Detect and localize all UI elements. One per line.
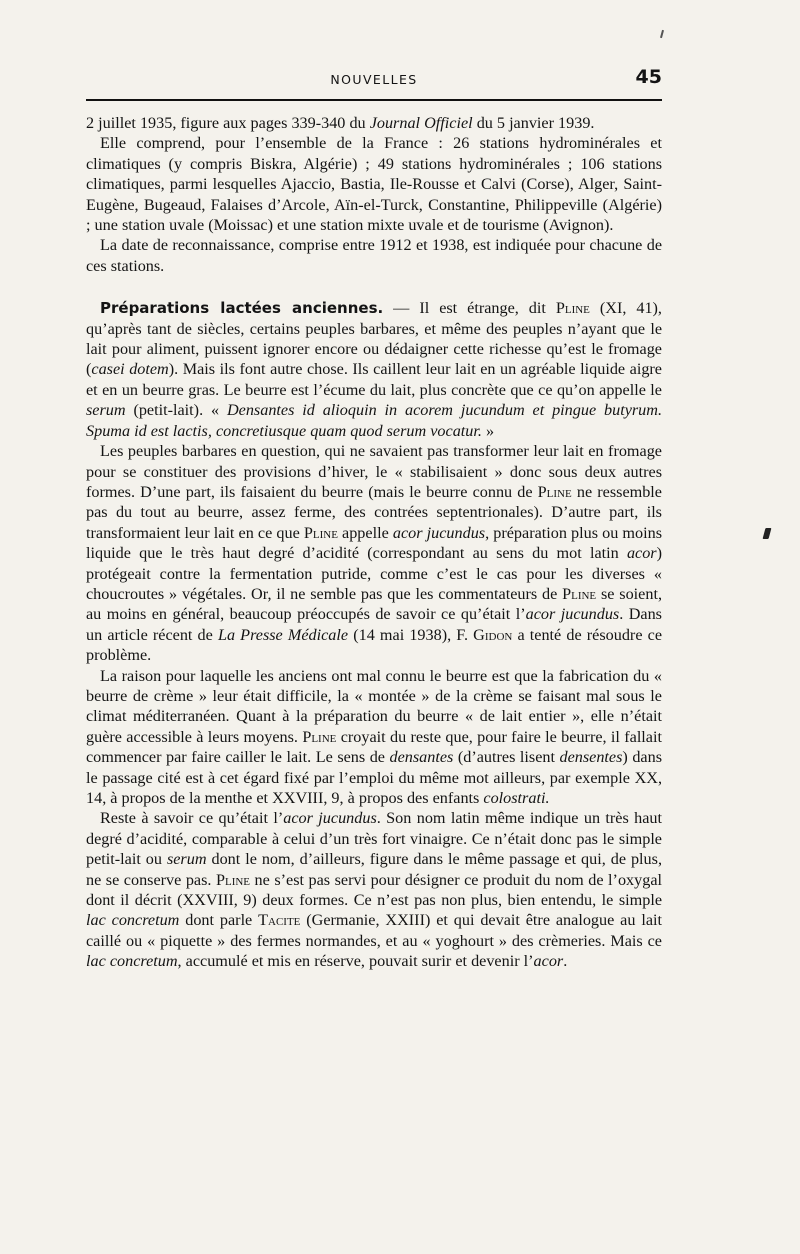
latin-term: colostrati. [483, 789, 550, 807]
text-run: ne s’est pas servi pour désigner ce produit du nom de l’oxygal dont il décrit (XXVIII, 9) deux formes. Ce n’est pas non plus, bien entendu, le simple [86, 870, 662, 910]
latin-term: acor [626, 544, 657, 563]
text-run: (14 mai 1938), F. [348, 625, 474, 644]
latin-quote: Densantes id alioquin in acorem jucundum et pingue butyrum. Spuma id est lactis, concretiusque quam quod serum vocatur. [86, 401, 663, 440]
journal-title: La Presse Médicale [217, 625, 349, 644]
author-name: Pline [555, 299, 590, 318]
text-run: La raison pour laquelle les anciens ont mal connu le beurre est que la fabrication du « beurre de crème » leur était difficile, la « montée » de la crème se faisant mal sous le climat méditerranéen. Quant à la préparation du beurre « de lait entier », elle n’était guère accessible à leurs moyens. [86, 666, 662, 746]
paragraph [86, 113, 662, 133]
text-run: a tenté de résoudre ce problème. [86, 625, 663, 665]
running-head [86, 62, 662, 94]
latin-term: lac concretum [86, 952, 178, 971]
paragraph: La date de reconnaissance, comprise entre 1912 et 1938, est indiquée pour chacune de ces stations. [86, 236, 662, 275]
latin-term: acor [533, 952, 564, 971]
author-name: Gidon [473, 625, 513, 644]
author-name: Pline [215, 870, 251, 889]
journal-title: Journal Officiel [369, 114, 473, 132]
running-title: NOUVELLES [330, 72, 418, 87]
page [86, 62, 662, 972]
text-run: — Il est étrange, dit [383, 299, 556, 318]
author-name: Pline [562, 584, 597, 603]
text-run: ). Mais ils font autre chose. Ils caillent leur lait en un agréable liquide aigre et en un beurre gras. Le beurre est l’écume du lait, plus concrète que ce qu’on appelle le [86, 360, 662, 399]
latin-term: serum [86, 401, 126, 420]
ink-mark [763, 528, 772, 539]
latin-term: casei dotem [91, 360, 169, 379]
author-name: Pline [302, 727, 337, 746]
margin-mark [660, 30, 664, 38]
text-run: , accumulé et mis en réserve, pouvait surir et devenir l’ [177, 952, 534, 971]
header-rule [86, 99, 662, 101]
latin-term: serum [166, 850, 207, 869]
latin-term: acor jucundus [392, 523, 486, 542]
latin-term: acor jucundus [283, 809, 377, 828]
text-run: (d’autres lisent [453, 748, 560, 767]
body-text [86, 113, 662, 972]
paragraph [86, 666, 662, 809]
text-run: ne ressemble pas du tout au beurre, assez ferme, des contrées septentrionales). D’autre part, ils transformaient leur lait en ce que [86, 482, 662, 542]
section-gap [86, 276, 662, 298]
text-run: Les peuples barbares en question, qui ne savaient pas transformer leur lait en fromage pour se constituer des provisions d’hiver, le « stabilisaient » donc sous deux autres formes. D’une part, ils faisaient du beurre (mais le beurre connu de [86, 442, 662, 501]
paragraph [86, 441, 662, 665]
text-run: Reste à savoir ce qu’était l’ [100, 809, 284, 828]
paragraph [86, 808, 662, 971]
section-paragraph [86, 298, 662, 441]
text-run: ) dans le passage cité est à cet égard fixé par l’emploi du même mot ailleurs, par exemple XX, 14, à propos de la menthe et XXVIII, 9, à propos des enfants [86, 748, 662, 807]
paragraph: Elle comprend, pour l’ensemble de la France : 26 stations hydrominérales et climatiques (y compris Biskra, Algérie) ; 49 stations hydrominérales ; 106 stations climatiques, parmi lesquelles Ajaccio, Bastia, Ile-Rousse et Calvi (Corse), Alger, Saint-Eugène, Bugeaud, Falaises d’Arcole, Aïn-el-Turck, Constantine, Philippeville (Algérie) ; une station uvale (Moissac) et une station mixte uvale et de tourisme (Avignon). [86, 134, 662, 235]
latin-term: densentes [559, 748, 623, 767]
author-name: Pline [537, 482, 572, 501]
latin-term: lac concretum [86, 911, 180, 930]
text-run: . Son nom latin même indique un très haut degré d’acidité, comparable à celui d’un très fort vinaigre. Ce n’était donc pas le simple petit-lait ou [86, 809, 663, 869]
page-number: 45 [635, 66, 662, 88]
text-run: (XI, 41), qu’après tant de siècles, certains peuples barbares, et même des peuples n’ayant que le lait pour aliment, puissent ignorer encore ou dédaigner cette richesse qu’est le fromage ( [86, 299, 662, 379]
text-run: , préparation plus ou moins liquide que le très haut degré d’acidité (correspondant au sens du mot latin [86, 523, 662, 563]
author-name: Pline [303, 523, 338, 542]
latin-term: densantes [389, 748, 454, 767]
text-run: dont parle [179, 911, 259, 930]
text-run: . Dans un article récent de [86, 605, 662, 644]
text-run: . [563, 952, 568, 971]
text-run: (Germanie, XXIII) et qui devait être analogue au lait caillé ou « piquette » des fermes normandes, et au « yoghourt » des crèmeries. Mais ce [86, 911, 662, 950]
text-run: 2 juillet 1935, figure aux pages 339-340 du [86, 114, 370, 132]
section-heading: Préparations lactées anciennes. [100, 299, 384, 318]
text-run: » [481, 421, 495, 440]
text-run: ) protégeait contre la fermentation putride, comme c’est le cas pour les diverses « choucroutes » végétales. Or, il ne semble pas que les commentateurs de [86, 544, 662, 603]
text-run: croyait du reste que, pour faire le beurre, il fallait commencer par faire cailler le lait. Le sens de [86, 727, 662, 767]
text-run: du 5 janvier 1939. [472, 114, 595, 132]
text-run: se soient, au moins en général, beaucoup préoccupés de savoir ce qu’était l’ [86, 584, 662, 624]
text-run: (petit-lait). « [125, 401, 227, 420]
latin-term: acor jucundus [525, 605, 620, 624]
author-name: Tacite [258, 911, 301, 930]
text-run: appelle [337, 523, 393, 542]
text-run: dont le nom, d’ailleurs, figure dans le même passage et qui, de plus, ne se conserve pas. [86, 850, 662, 889]
